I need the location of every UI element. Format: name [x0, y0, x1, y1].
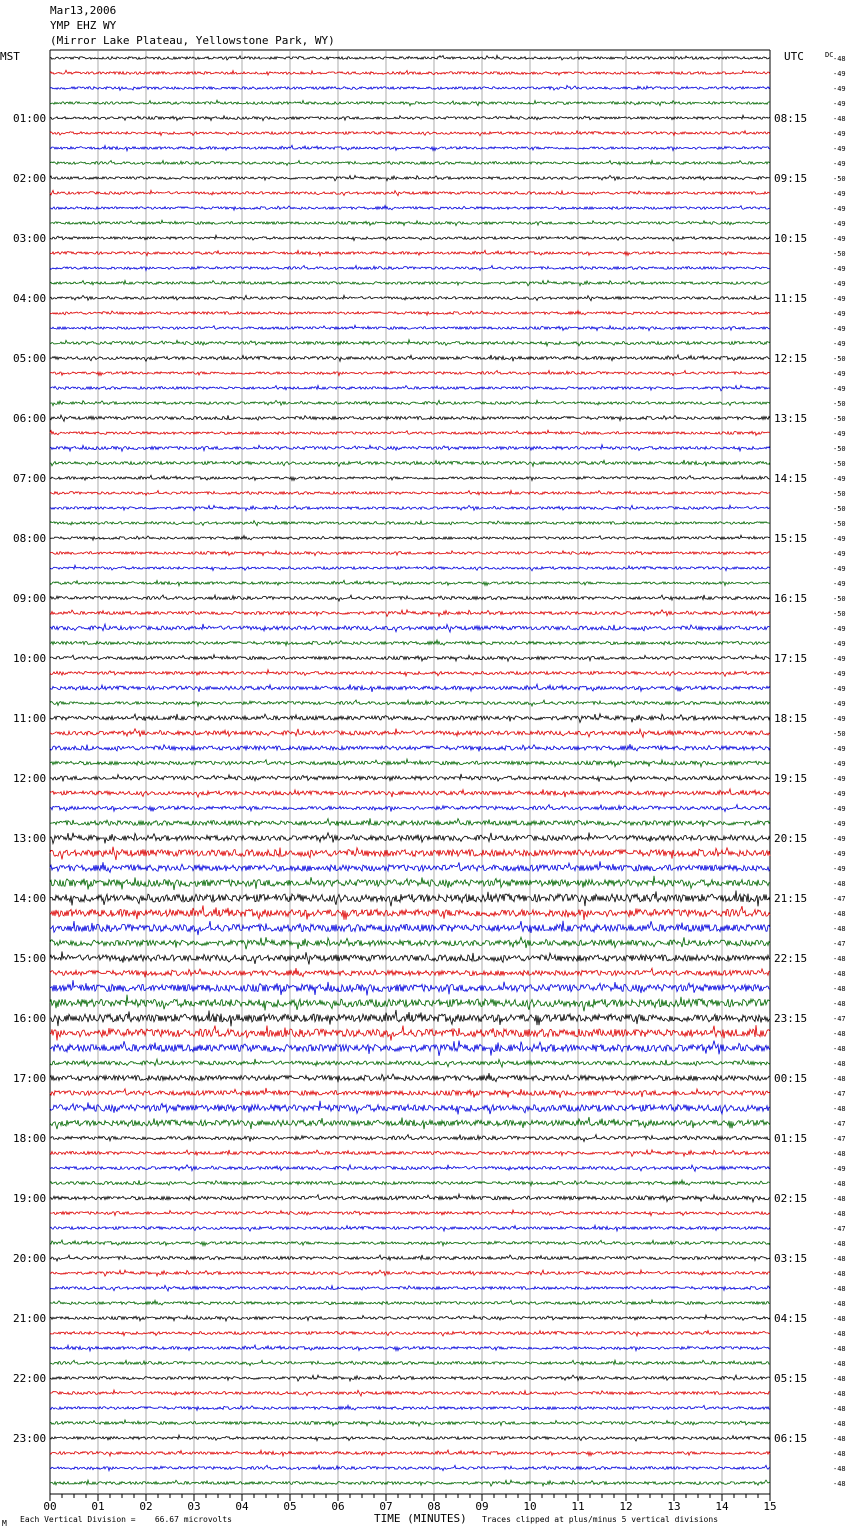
dc-offset-53: -49 [833, 835, 846, 843]
dc-offset-37: -50 [833, 595, 846, 603]
dc-offset-25: -50 [833, 415, 846, 423]
x-tick-label-11: 11 [571, 1500, 585, 1513]
left-hour-label-22: 22:00 [13, 1372, 47, 1385]
seismic-trace-11 [50, 206, 770, 211]
seismic-trace-38 [50, 610, 770, 617]
left-hour-label-2: 02:00 [13, 172, 47, 185]
seismic-trace-86 [50, 1331, 770, 1336]
dc-offset-32: -50 [833, 520, 846, 528]
dc-offset-73: -47 [833, 1135, 846, 1143]
left-hour-label-23: 23:00 [13, 1432, 47, 1445]
right-hour-label-11: 18:15 [774, 712, 808, 725]
dc-offset-69: -48 [833, 1075, 846, 1083]
right-hour-label-21: 04:15 [774, 1312, 808, 1325]
seismic-trace-9 [50, 175, 770, 180]
left-hour-label-12: 12:00 [13, 772, 47, 785]
seismic-trace-13 [50, 235, 770, 241]
dc-offset-78: -48 [833, 1210, 846, 1218]
dc-offset-88: -48 [833, 1360, 846, 1368]
dc-offset-85: -48 [833, 1315, 846, 1323]
right-hour-label-15: 22:15 [774, 952, 808, 965]
right-hour-label-9: 16:15 [774, 592, 808, 605]
seismic-trace-63 [50, 980, 770, 995]
x-tick-label-15: 15 [763, 1500, 777, 1513]
dc-offset-3: -49 [833, 85, 846, 93]
dc-offset-76: -48 [833, 1180, 846, 1188]
dc-label: DC [825, 51, 834, 59]
seismic-trace-14 [50, 250, 770, 256]
dc-offset-56: -48 [833, 880, 846, 888]
seismic-trace-68 [50, 1059, 770, 1067]
x-tick-label-8: 08 [427, 1500, 441, 1513]
dc-offset-70: -47 [833, 1090, 846, 1098]
x-tick-label-13: 13 [667, 1500, 681, 1513]
seismic-trace-41 [50, 655, 770, 662]
seismic-trace-71 [50, 1101, 770, 1115]
x-tick-label-7: 07 [379, 1500, 393, 1513]
seismic-trace-47 [50, 744, 770, 751]
utc-label: UTC [784, 50, 804, 63]
seismic-trace-52 [50, 818, 770, 827]
seismic-trace-7 [50, 145, 770, 151]
x-axis-title: TIME (MINUTES) [374, 1512, 467, 1525]
dc-offset-6: -49 [833, 130, 846, 138]
right-hour-label-23: 06:15 [774, 1432, 808, 1445]
seismic-trace-59 [50, 921, 770, 935]
left-hour-label-14: 14:00 [13, 892, 47, 905]
dc-offset-54: -49 [833, 850, 846, 858]
seismic-trace-82 [50, 1270, 770, 1276]
seismic-trace-90 [50, 1390, 770, 1396]
dc-offset-28: -50 [833, 460, 846, 468]
seismic-trace-81 [50, 1255, 770, 1261]
dc-offset-92: -48 [833, 1420, 846, 1428]
seismic-trace-61 [50, 951, 770, 964]
seismic-trace-60 [50, 937, 770, 949]
dc-offset-22: -49 [833, 370, 846, 378]
dc-offset-72: -47 [833, 1120, 846, 1128]
seismic-trace-54 [50, 847, 770, 860]
left-hour-label-6: 06:00 [13, 412, 47, 425]
right-hour-label-17: 00:15 [774, 1072, 808, 1085]
dc-offset-45: -49 [833, 715, 846, 723]
dc-offset-10: -49 [833, 190, 846, 198]
seismic-trace-19 [50, 325, 770, 331]
dc-offset-29: -49 [833, 475, 846, 483]
station-code: YMP EHZ WY [50, 19, 117, 32]
dc-offset-61: -48 [833, 955, 846, 963]
dc-offset-67: -48 [833, 1045, 846, 1053]
dc-offset-87: -48 [833, 1345, 846, 1353]
dc-offset-26: -49 [833, 430, 846, 438]
left-hour-label-19: 19:00 [13, 1192, 47, 1205]
seismic-trace-83 [50, 1285, 770, 1291]
right-hour-label-20: 03:15 [774, 1252, 808, 1265]
seismic-trace-62 [50, 968, 770, 977]
seismic-trace-40 [50, 640, 770, 646]
seismic-trace-72 [50, 1117, 770, 1129]
dc-offset-83: -48 [833, 1285, 846, 1293]
seismic-trace-5 [50, 115, 770, 121]
dc-offset-80: -48 [833, 1240, 846, 1248]
dc-offset-48: -49 [833, 760, 846, 768]
dc-offset-71: -48 [833, 1105, 846, 1113]
dc-offset-44: -49 [833, 700, 846, 708]
seismic-trace-23 [50, 385, 770, 390]
dc-offset-34: -49 [833, 550, 846, 558]
dc-offset-21: -50 [833, 355, 846, 363]
left-hour-label-10: 10:00 [13, 652, 47, 665]
seismic-trace-44 [50, 700, 770, 706]
seismic-trace-55 [50, 861, 770, 872]
dc-offset-31: -50 [833, 505, 846, 513]
right-hour-label-1: 08:15 [774, 112, 808, 125]
seismic-trace-74 [50, 1150, 770, 1157]
dc-offset-68: -48 [833, 1060, 846, 1068]
seismic-trace-35 [50, 565, 770, 571]
seismic-trace-73 [50, 1135, 770, 1142]
x-tick-label-3: 03 [187, 1500, 201, 1513]
right-hour-label-2: 09:15 [774, 172, 808, 185]
dc-offset-89: -48 [833, 1375, 846, 1383]
dc-offset-4: -49 [833, 100, 846, 108]
seismic-trace-8 [50, 160, 770, 165]
left-hour-label-17: 17:00 [13, 1072, 47, 1085]
seismic-trace-50 [50, 789, 770, 797]
dc-offset-20: -49 [833, 340, 846, 348]
dc-offset-39: -49 [833, 625, 846, 633]
seismic-trace-12 [50, 220, 770, 226]
seismic-trace-31 [50, 505, 770, 511]
dc-offset-16: -49 [833, 280, 846, 288]
dc-offset-9: -50 [833, 175, 846, 183]
clip-note: Traces clipped at plus/minus 5 vertical divisions [482, 1515, 719, 1524]
seismic-trace-37 [50, 595, 770, 601]
dc-offset-13: -49 [833, 235, 846, 243]
x-tick-label-9: 09 [475, 1500, 489, 1513]
seismic-trace-70 [50, 1088, 770, 1098]
seismic-trace-95 [50, 1465, 770, 1470]
dc-offset-91: -48 [833, 1405, 846, 1413]
left-hour-label-7: 07:00 [13, 472, 47, 485]
dc-offset-64: -48 [833, 1000, 846, 1008]
seismic-trace-87 [50, 1345, 770, 1351]
dc-offset-82: -48 [833, 1270, 846, 1278]
dc-offset-14: -50 [833, 250, 846, 258]
seismic-trace-57 [50, 891, 770, 907]
dc-offset-93: -48 [833, 1435, 846, 1443]
dc-offset-65: -47 [833, 1015, 846, 1023]
right-hour-label-5: 12:15 [774, 352, 808, 365]
left-hour-label-16: 16:00 [13, 1012, 47, 1025]
dc-offset-79: -47 [833, 1225, 846, 1233]
dc-offset-95: -48 [833, 1465, 846, 1473]
seismic-trace-17 [50, 295, 770, 300]
seismic-trace-25 [50, 415, 770, 421]
dc-offset-63: -48 [833, 985, 846, 993]
right-hour-label-10: 17:15 [774, 652, 808, 665]
dc-offset-58: -48 [833, 910, 846, 918]
left-hour-label-4: 04:00 [13, 292, 47, 305]
right-hour-label-19: 02:15 [774, 1192, 808, 1205]
right-hour-label-14: 21:15 [774, 892, 808, 905]
x-tick-label-14: 14 [715, 1500, 729, 1513]
seismic-trace-84 [50, 1300, 770, 1305]
x-tick-label-12: 12 [619, 1500, 633, 1513]
dc-offset-81: -48 [833, 1255, 846, 1263]
dc-offset-30: -50 [833, 490, 846, 498]
dc-offset-19: -49 [833, 325, 846, 333]
left-hour-label-9: 09:00 [13, 592, 47, 605]
dc-offset-47: -49 [833, 745, 846, 753]
x-tick-label-10: 10 [523, 1500, 537, 1513]
seismic-trace-29 [50, 475, 770, 480]
seismic-trace-69 [50, 1073, 770, 1082]
dc-offset-8: -49 [833, 160, 846, 168]
right-hour-label-12: 19:15 [774, 772, 808, 785]
seismic-trace-49 [50, 774, 770, 782]
left-hour-label-21: 21:00 [13, 1312, 47, 1325]
seismic-trace-27 [50, 445, 770, 452]
seismic-trace-15 [50, 266, 770, 271]
seismic-trace-46 [50, 729, 770, 738]
seismic-trace-80 [50, 1240, 770, 1246]
seismic-trace-18 [50, 311, 770, 316]
seismic-trace-91 [50, 1405, 770, 1410]
corner-mark: M [2, 1519, 7, 1528]
dc-offset-11: -49 [833, 205, 846, 213]
left-hour-label-8: 08:00 [13, 532, 47, 545]
right-hour-label-18: 01:15 [774, 1132, 808, 1145]
dc-offset-43: -49 [833, 685, 846, 693]
seismic-trace-21 [50, 355, 770, 362]
seismic-trace-20 [50, 340, 770, 346]
dc-offset-52: -49 [833, 820, 846, 828]
dc-offset-75: -49 [833, 1165, 846, 1173]
dc-offset-90: -48 [833, 1390, 846, 1398]
seismic-trace-10 [50, 190, 770, 195]
dc-offset-77: -48 [833, 1195, 846, 1203]
seismic-trace-26 [50, 430, 770, 435]
dc-offset-49: -49 [833, 775, 846, 783]
seismic-trace-65 [50, 1010, 770, 1026]
seismic-trace-89 [50, 1375, 770, 1381]
seismic-trace-67 [50, 1041, 770, 1056]
left-hour-label-13: 13:00 [13, 832, 47, 845]
dc-offset-84: -48 [833, 1300, 846, 1308]
x-tick-label-5: 05 [283, 1500, 297, 1513]
dc-offset-94: -48 [833, 1450, 846, 1458]
left-hour-label-3: 03:00 [13, 232, 47, 245]
seismic-trace-64 [50, 995, 770, 1012]
dc-offset-1: -48 [833, 55, 846, 63]
dc-offset-55: -49 [833, 865, 846, 873]
dc-offset-38: -50 [833, 610, 846, 618]
left-hour-label-15: 15:00 [13, 952, 47, 965]
dc-offset-60: -47 [833, 940, 846, 948]
seismic-trace-88 [50, 1360, 770, 1366]
dc-offset-62: -48 [833, 970, 846, 978]
dc-offset-15: -49 [833, 265, 846, 273]
dc-offset-51: -49 [833, 805, 846, 813]
seismic-trace-33 [50, 535, 770, 540]
seismic-trace-58 [50, 905, 770, 920]
seismic-trace-30 [50, 490, 770, 495]
station-location: (Mirror Lake Plateau, Yellowstone Park, WY) [50, 34, 335, 47]
dc-offset-50: -49 [833, 790, 846, 798]
dc-offset-40: -49 [833, 640, 846, 648]
right-hour-label-13: 20:15 [774, 832, 808, 845]
dc-offset-86: -48 [833, 1330, 846, 1338]
seismic-trace-36 [50, 580, 770, 586]
seismic-trace-77 [50, 1194, 770, 1202]
dc-offset-66: -48 [833, 1030, 846, 1038]
seismic-trace-85 [50, 1315, 770, 1321]
x-tick-label-0: 00 [43, 1500, 57, 1513]
right-hour-label-4: 11:15 [774, 292, 808, 305]
seismic-trace-1 [50, 55, 770, 60]
seismic-trace-79 [50, 1225, 770, 1231]
left-hour-label-11: 11:00 [13, 712, 47, 725]
dc-offset-57: -47 [833, 895, 846, 903]
seismic-trace-56 [50, 876, 770, 890]
seismic-trace-96 [50, 1480, 770, 1486]
seismic-trace-92 [50, 1420, 770, 1426]
dc-offset-18: -49 [833, 310, 846, 318]
seismic-trace-53 [50, 833, 770, 844]
dc-offset-17: -49 [833, 295, 846, 303]
seismic-trace-75 [50, 1165, 770, 1172]
seismic-trace-28 [50, 460, 770, 466]
x-tick-label-4: 04 [235, 1500, 249, 1513]
seismic-trace-94 [50, 1450, 770, 1456]
seismic-trace-43 [50, 684, 770, 692]
right-hour-label-7: 14:15 [774, 472, 808, 485]
seismic-trace-93 [50, 1435, 770, 1441]
dc-offset-36: -49 [833, 580, 846, 588]
dc-offset-23: -49 [833, 385, 846, 393]
right-hour-label-3: 10:15 [774, 232, 808, 245]
seismic-trace-16 [50, 280, 770, 285]
seismic-trace-6 [50, 131, 770, 136]
record-date: Mar13,2006 [50, 4, 117, 17]
dc-offset-12: -49 [833, 220, 846, 228]
dc-offset-46: -50 [833, 730, 846, 738]
seismic-trace-51 [50, 805, 770, 812]
seismic-trace-76 [50, 1180, 770, 1186]
seismic-trace-32 [50, 521, 770, 526]
x-tick-label-1: 01 [91, 1500, 105, 1513]
dc-offset-27: -50 [833, 445, 846, 453]
left-hour-label-1: 01:00 [13, 112, 47, 125]
seismic-trace-45 [50, 714, 770, 723]
right-hour-label-16: 23:15 [774, 1012, 808, 1025]
dc-offset-35: -49 [833, 565, 846, 573]
left-hour-label-18: 18:00 [13, 1132, 47, 1145]
left-hour-label-20: 20:00 [13, 1252, 47, 1265]
dc-offset-74: -48 [833, 1150, 846, 1158]
seismic-trace-78 [50, 1210, 770, 1216]
right-hour-label-6: 13:15 [774, 412, 808, 425]
seismic-trace-2 [50, 70, 770, 75]
right-hour-label-22: 05:15 [774, 1372, 808, 1385]
right-hour-label-8: 15:15 [774, 532, 808, 545]
seismic-trace-4 [50, 100, 770, 106]
mst-label: MST [0, 50, 20, 63]
seismic-trace-24 [50, 400, 770, 405]
x-tick-label-2: 02 [139, 1500, 153, 1513]
dc-offset-2: -49 [833, 70, 846, 78]
left-hour-label-5: 05:00 [13, 352, 47, 365]
dc-offset-24: -50 [833, 400, 846, 408]
dc-offset-33: -49 [833, 535, 846, 543]
x-tick-label-6: 06 [331, 1500, 345, 1513]
seismic-trace-42 [50, 670, 770, 677]
scale-note: Each Vertical Division = 66.67 microvolts [20, 1515, 232, 1524]
dc-offset-7: -49 [833, 145, 846, 153]
seismic-trace-48 [50, 759, 770, 767]
dc-offset-41: -49 [833, 655, 846, 663]
dc-offset-5: -48 [833, 115, 846, 123]
dc-offset-96: -48 [833, 1480, 846, 1488]
seismic-trace-22 [50, 371, 770, 376]
seismic-trace-66 [50, 1025, 770, 1040]
dc-offset-42: -49 [833, 670, 846, 678]
dc-offset-59: -48 [833, 925, 846, 933]
seismic-trace-34 [50, 551, 770, 556]
seismic-trace-39 [50, 624, 770, 632]
seismic-trace-3 [50, 85, 770, 90]
